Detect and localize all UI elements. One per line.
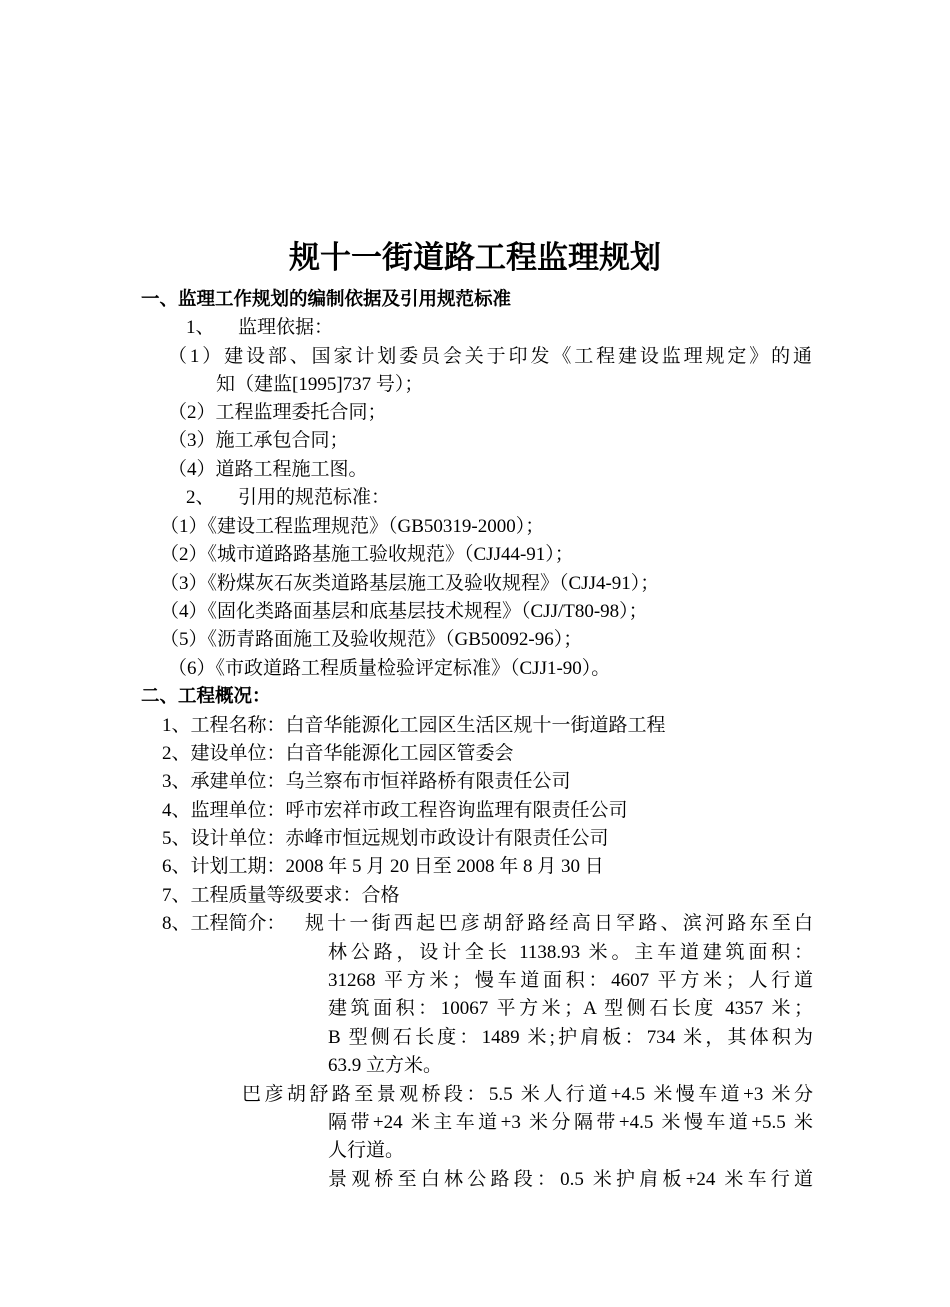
standard-item: （4）《固化类路面基层和底基层技术规程》（CJJ/T80-98）； [160, 601, 648, 622]
segment-description-line: 景观桥至白林公路段：0.5 米护肩板+24 米车行道 [328, 1169, 813, 1190]
section-heading-2: 二、工程概况： [141, 686, 271, 707]
project-intro-line: B 型侧石长度：1489 米;护肩板：734 米，其体积为 [328, 1027, 813, 1048]
subsection-label-1: 监理依据： [238, 317, 334, 338]
document-title: 规十一街道路工程监理规划 [289, 240, 661, 276]
section-heading-1: 一、监理工作规划的编制依据及引用规范标准 [141, 289, 512, 310]
standard-item: （3）《粉煤灰石灰类道路基层施工及验收规程》（CJJ4-91）； [160, 573, 660, 594]
project-intro-line: 林公路，设计全长 1138.93 米。主车道建筑面积： [328, 942, 813, 963]
basis-item: （2）工程监理委托合同； [168, 402, 387, 423]
subsection-label-2: 引用的规范标准： [238, 487, 391, 508]
segment-description-line: 巴彦胡舒路至景观桥段：5.5 米人行道+4.5 米慢车道+3 米分 [242, 1084, 813, 1105]
standard-item: （2）《城市道路路基施工验收规范》（CJJ44-91）； [160, 544, 574, 565]
subsection-number-2: 2、 [186, 487, 215, 508]
segment-description-line: 隔带+24 米主车道+3 米分隔带+4.5 米慢车道+5.5 米 [328, 1112, 813, 1133]
subsection-number-1: 1、 [186, 317, 215, 338]
overview-item: 3、承建单位：乌兰察布市恒祥路桥有限责任公司 [162, 771, 571, 792]
project-intro-line: 31268 平方米；慢车道面积：4607 平方米；人行道 [328, 970, 813, 991]
overview-item: 2、建设单位：白音华能源化工园区管委会 [162, 743, 514, 764]
project-intro-line: 63.9 立方米。 [328, 1055, 443, 1076]
project-intro-line: 建筑面积：10067 平方米；A 型侧石长度 4357 米； [328, 998, 813, 1019]
overview-item: 5、设计单位：赤峰市恒远规划市政设计有限责任公司 [162, 828, 609, 849]
project-intro-line: 规十一街西起巴彦胡舒路经高日罕路、滨河路东至白 [305, 913, 813, 934]
overview-item: 6、计划工期：2008 年 5 月 20 日至 2008 年 8 月 30 日 [162, 856, 604, 877]
standard-item: （1）《建设工程监理规范》（GB50319-2000）； [160, 516, 545, 537]
basis-item: （4）道路工程施工图。 [168, 459, 368, 480]
overview-item: 4、监理单位：呼市宏祥市政工程咨询监理有限责任公司 [162, 800, 628, 821]
basis-item: （1）建设部、国家计划委员会关于印发《工程建设监理规定》的通 [168, 346, 812, 367]
basis-item: （3）施工承包合同； [168, 430, 349, 451]
overview-item: 1、工程名称：白音华能源化工园区生活区规十一街道路工程 [162, 715, 666, 736]
basis-item-continuation: 知（建监[1995]737 号）； [216, 374, 424, 395]
standard-item: （6）《市政道路工程质量检验评定标准》（CJJ1-90）。 [168, 658, 611, 679]
overview-item: 7、工程质量等级要求：合格 [162, 885, 400, 906]
standard-item: （5）《沥青路面施工及验收规范》（GB50092-96）； [160, 629, 583, 650]
segment-description-line: 人行道。 [328, 1140, 405, 1161]
project-intro-label: 8、工程简介： [162, 913, 286, 934]
